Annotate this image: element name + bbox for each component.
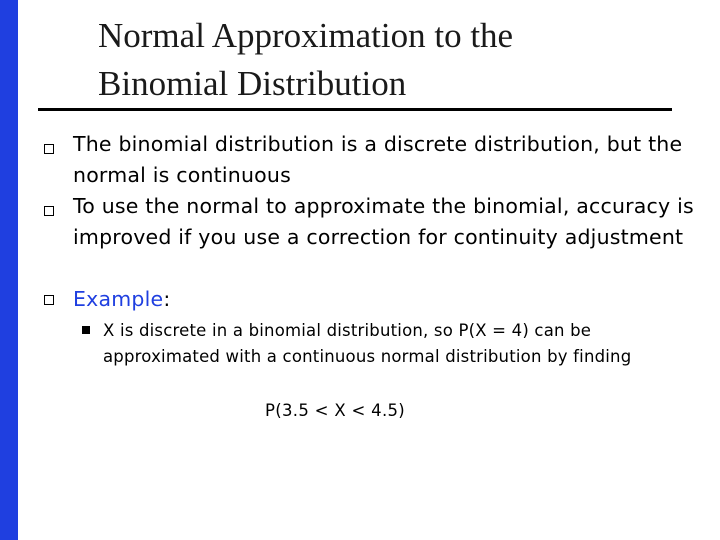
hollow-square-bullet-icon (44, 144, 54, 154)
example-label: Example (73, 287, 164, 311)
hollow-square-bullet-icon (44, 206, 54, 216)
title-line-2: Binomial Distribution (98, 64, 407, 103)
title-divider (38, 108, 672, 111)
filled-square-bullet-icon (82, 326, 90, 334)
example-colon: : (163, 287, 171, 311)
bullet-text-1: The binomial distribution is a discrete distribution, but the normal is continuous (73, 132, 683, 187)
bullet-text-3 (73, 284, 698, 315)
hollow-square-bullet-icon (44, 295, 54, 305)
bullet-text-2: To use the normal to approximate the binomial, accuracy is improved if you use a correction for continuity adjustment (73, 194, 694, 249)
title-line-1: Normal Approximation to the (98, 16, 514, 55)
sub-bullet-text: X is discrete in a binomial distribution, so P(X = 4) can be approximated with a continuous normal distribution by finding (103, 321, 632, 366)
slide-title (98, 12, 698, 108)
probability-formula: P(3.5 < X < 4.5) (265, 401, 406, 420)
left-accent-bar (0, 0, 18, 540)
